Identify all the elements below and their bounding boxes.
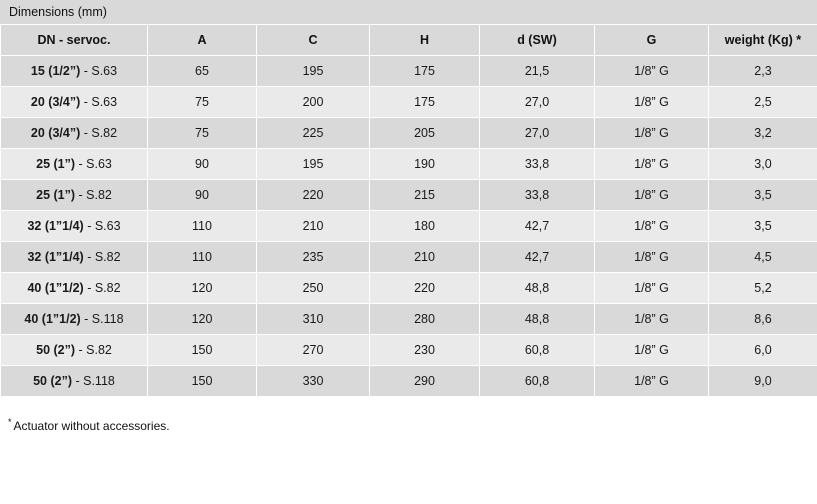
cell-weight: 9,0 bbox=[709, 366, 817, 397]
footnote bbox=[0, 417, 817, 433]
cell-dn-servo: - S.63 bbox=[75, 157, 112, 171]
cell-h: 280 bbox=[370, 304, 480, 335]
cell-a: 65 bbox=[148, 56, 257, 87]
cell-dn-size: 32 (1”1/4) bbox=[27, 250, 84, 264]
cell-dn-size: 25 (1”) bbox=[36, 157, 76, 171]
table-row bbox=[1, 211, 817, 242]
cell-a: 75 bbox=[148, 87, 257, 118]
footnote-marker: * bbox=[8, 417, 12, 427]
cell-a: 120 bbox=[148, 273, 257, 304]
cell-dn-servo: - S.63 bbox=[83, 219, 121, 233]
cell-weight: 8,6 bbox=[709, 304, 817, 335]
cell-h: 190 bbox=[370, 149, 480, 180]
cell-g: 1/8” G bbox=[595, 335, 709, 366]
cell-h: 230 bbox=[370, 335, 480, 366]
cell-d: 42,7 bbox=[480, 242, 595, 273]
cell-g: 1/8” G bbox=[595, 118, 709, 149]
table-row bbox=[1, 56, 817, 87]
cell-weight: 6,0 bbox=[709, 335, 817, 366]
cell-h: 215 bbox=[370, 180, 480, 211]
cell-weight: 2,3 bbox=[709, 56, 817, 87]
cell-dn-size: 40 (1”1/2) bbox=[27, 281, 84, 295]
cell-d: 48,8 bbox=[480, 273, 595, 304]
cell-a: 110 bbox=[148, 242, 257, 273]
column-header-dn: DN - servoc. bbox=[1, 25, 148, 56]
footnote-text: Actuator without accessories. bbox=[13, 419, 170, 433]
cell-g: 1/8” G bbox=[595, 211, 709, 242]
table-caption bbox=[0, 0, 817, 24]
dimensions-table bbox=[0, 24, 817, 397]
cell-dn-servo: - S.118 bbox=[80, 312, 124, 326]
cell-dn bbox=[1, 56, 148, 87]
cell-c: 225 bbox=[257, 118, 370, 149]
cell-a: 150 bbox=[148, 366, 257, 397]
cell-dn-size: 20 (3/4”) bbox=[30, 95, 81, 109]
cell-weight: 3,5 bbox=[709, 211, 817, 242]
cell-a: 150 bbox=[148, 335, 257, 366]
cell-weight: 5,2 bbox=[709, 273, 817, 304]
cell-h: 175 bbox=[370, 56, 480, 87]
cell-c: 270 bbox=[257, 335, 370, 366]
cell-dn bbox=[1, 304, 148, 335]
cell-dn-servo: - S.63 bbox=[80, 95, 118, 109]
column-header-g: G bbox=[595, 25, 709, 56]
cell-h: 210 bbox=[370, 242, 480, 273]
cell-dn-servo: - S.118 bbox=[72, 374, 115, 388]
cell-h: 220 bbox=[370, 273, 480, 304]
cell-dn-size: 40 (1”1/2) bbox=[24, 312, 81, 326]
cell-dn-servo: - S.82 bbox=[75, 343, 112, 357]
cell-dn-size: 50 (2”) bbox=[36, 343, 76, 357]
cell-a: 90 bbox=[148, 180, 257, 211]
table-row bbox=[1, 304, 817, 335]
cell-dn-size: 20 (3/4”) bbox=[30, 126, 81, 140]
table-header-row bbox=[1, 25, 817, 56]
cell-c: 235 bbox=[257, 242, 370, 273]
cell-dn-size: 50 (2”) bbox=[33, 374, 73, 388]
cell-weight: 4,5 bbox=[709, 242, 817, 273]
cell-h: 180 bbox=[370, 211, 480, 242]
cell-c: 330 bbox=[257, 366, 370, 397]
cell-g: 1/8” G bbox=[595, 304, 709, 335]
cell-g: 1/8” G bbox=[595, 149, 709, 180]
table-row bbox=[1, 87, 817, 118]
cell-a: 75 bbox=[148, 118, 257, 149]
table-row bbox=[1, 242, 817, 273]
cell-dn bbox=[1, 335, 148, 366]
cell-dn-servo: - S.63 bbox=[80, 64, 118, 78]
cell-d: 33,8 bbox=[480, 180, 595, 211]
table-caption-label: Dimensions (mm) bbox=[9, 5, 107, 19]
cell-dn-servo: - S.82 bbox=[83, 281, 121, 295]
cell-dn-servo: - S.82 bbox=[80, 126, 118, 140]
cell-dn bbox=[1, 87, 148, 118]
cell-d: 27,0 bbox=[480, 118, 595, 149]
cell-h: 175 bbox=[370, 87, 480, 118]
table-row bbox=[1, 149, 817, 180]
cell-g: 1/8” G bbox=[595, 366, 709, 397]
cell-g: 1/8” G bbox=[595, 273, 709, 304]
cell-weight: 3,5 bbox=[709, 180, 817, 211]
cell-d: 21,5 bbox=[480, 56, 595, 87]
cell-a: 110 bbox=[148, 211, 257, 242]
cell-g: 1/8” G bbox=[595, 242, 709, 273]
cell-d: 60,8 bbox=[480, 335, 595, 366]
cell-c: 220 bbox=[257, 180, 370, 211]
table-body bbox=[1, 56, 817, 397]
cell-dn bbox=[1, 118, 148, 149]
table-row bbox=[1, 366, 817, 397]
cell-weight: 3,0 bbox=[709, 149, 817, 180]
table-row bbox=[1, 335, 817, 366]
cell-d: 48,8 bbox=[480, 304, 595, 335]
cell-dn bbox=[1, 242, 148, 273]
cell-d: 60,8 bbox=[480, 366, 595, 397]
table-row bbox=[1, 273, 817, 304]
table-row bbox=[1, 118, 817, 149]
cell-g: 1/8” G bbox=[595, 180, 709, 211]
cell-dn bbox=[1, 273, 148, 304]
table-row bbox=[1, 180, 817, 211]
column-header-h: H bbox=[370, 25, 480, 56]
cell-dn-size: 15 (1/2”) bbox=[30, 64, 81, 78]
cell-c: 210 bbox=[257, 211, 370, 242]
column-header-d-sw: d (SW) bbox=[480, 25, 595, 56]
cell-d: 27,0 bbox=[480, 87, 595, 118]
cell-dn bbox=[1, 180, 148, 211]
cell-d: 33,8 bbox=[480, 149, 595, 180]
cell-weight: 2,5 bbox=[709, 87, 817, 118]
cell-dn-servo: - S.82 bbox=[75, 188, 112, 202]
cell-h: 290 bbox=[370, 366, 480, 397]
cell-dn bbox=[1, 211, 148, 242]
cell-dn-size: 32 (1”1/4) bbox=[27, 219, 84, 233]
column-header-c: C bbox=[257, 25, 370, 56]
cell-g: 1/8” G bbox=[595, 56, 709, 87]
cell-d: 42,7 bbox=[480, 211, 595, 242]
cell-a: 120 bbox=[148, 304, 257, 335]
cell-dn bbox=[1, 149, 148, 180]
cell-c: 195 bbox=[257, 56, 370, 87]
column-header-weight: weight (Kg) * bbox=[709, 25, 817, 56]
column-header-a: A bbox=[148, 25, 257, 56]
cell-dn bbox=[1, 366, 148, 397]
cell-c: 200 bbox=[257, 87, 370, 118]
cell-c: 195 bbox=[257, 149, 370, 180]
cell-g: 1/8” G bbox=[595, 87, 709, 118]
table-header bbox=[1, 25, 817, 56]
cell-c: 250 bbox=[257, 273, 370, 304]
cell-weight: 3,2 bbox=[709, 118, 817, 149]
cell-c: 310 bbox=[257, 304, 370, 335]
cell-h: 205 bbox=[370, 118, 480, 149]
cell-dn-size: 25 (1”) bbox=[36, 188, 76, 202]
cell-a: 90 bbox=[148, 149, 257, 180]
cell-dn-servo: - S.82 bbox=[83, 250, 121, 264]
